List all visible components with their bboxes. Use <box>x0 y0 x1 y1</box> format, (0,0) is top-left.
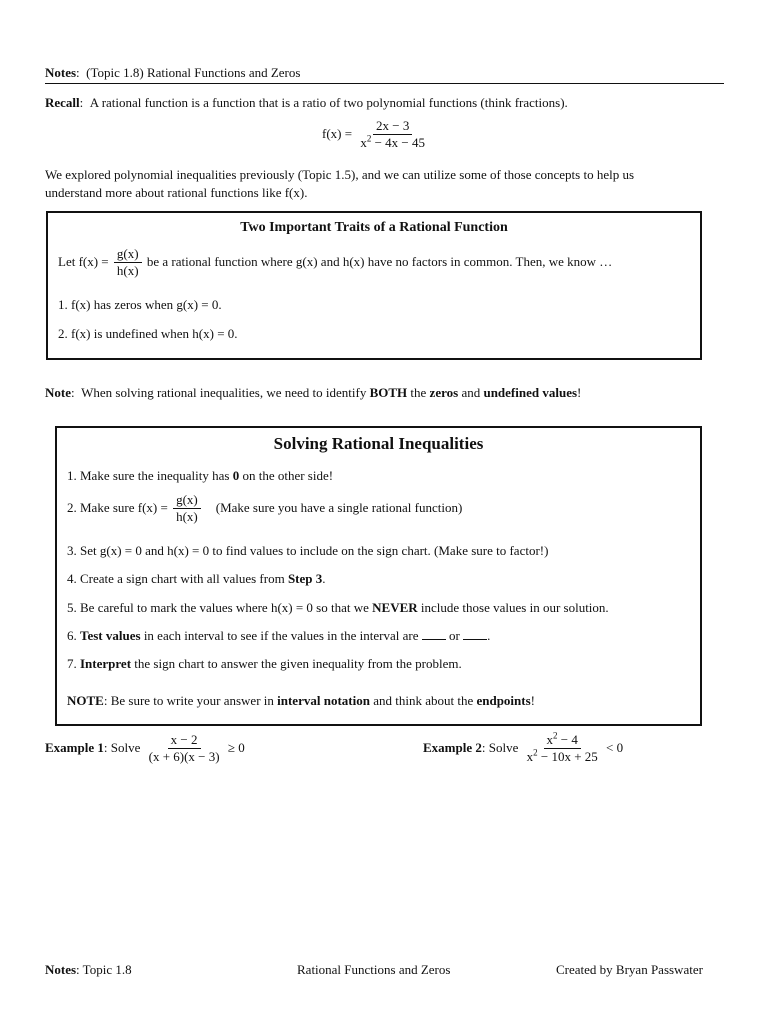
traits-let-suffix: be a rational function where g(x) and h(x) have no factors in common. Then, we know … <box>146 254 613 270</box>
example2-den-rest: − 10x + 25 <box>537 748 598 764</box>
formula-den-exp: 2 <box>366 133 372 144</box>
example1-rhs: ≥ 0 <box>227 740 245 756</box>
step6-text-c: or <box>445 628 464 643</box>
traits-item-2: 2. f(x) is undefined when h(x) = 0. <box>58 326 238 341</box>
formula-lhs: f(x) = <box>322 126 353 142</box>
example2-rhs: < 0 <box>606 740 624 756</box>
step5-text-b: include those values in our solution. <box>417 600 609 615</box>
example1-fraction <box>146 733 223 763</box>
example2-solve: : Solve <box>481 740 519 756</box>
step7-text-b: the sign chart to answer the given inequality from the problem. <box>131 656 462 671</box>
example2-num-rest: − 4 <box>557 732 578 747</box>
step1-bold: 0 <box>232 468 240 483</box>
recall-line: Recall: A rational function is a function that is a ratio of two polynomial functions (think fractions). <box>45 95 568 110</box>
formula-numerator: 2x − 3 <box>373 119 412 135</box>
step4-text-a: 4. Create a sign chart with all values from <box>67 571 288 586</box>
example2-den-base: x <box>526 748 534 764</box>
note-line: Note: When solving rational inequalities, we need to identify BOTH the zeros and undefined values! <box>45 385 582 400</box>
solving-step-3: 3. Set g(x) = 0 and h(x) = 0 to find values to include on the sign chart. (Make sure to factor!) <box>67 543 549 558</box>
solving-step-6 <box>67 628 490 644</box>
solving-box <box>55 426 702 726</box>
example-2 <box>423 730 624 764</box>
solving-title: Solving Rational Inequalities <box>273 434 484 453</box>
header-rule <box>45 83 724 84</box>
example1-den: (x + 6)(x − 3) <box>148 748 220 764</box>
recall-text: A rational function is a function that is a ratio of two polynomial functions (think fractions). <box>89 95 568 110</box>
page-header: Notes: (Topic 1.8) Rational Functions and Zeros <box>45 65 301 80</box>
explored-line-2: understand more about rational functions like f(x). <box>45 185 308 200</box>
traits-let-line <box>58 247 612 277</box>
formula-den-base: x <box>360 134 367 150</box>
example2-den <box>524 749 601 764</box>
traits-item-1: 1. f(x) has zeros when g(x) = 0. <box>58 297 222 312</box>
note-bold-zeros: zeros <box>429 385 459 400</box>
example-1 <box>45 733 245 763</box>
step6-text-a: 6. <box>67 628 80 643</box>
example2-fraction <box>524 730 601 764</box>
footer-left <box>45 962 132 978</box>
formula-fraction <box>357 119 428 149</box>
recall-formula <box>322 119 430 149</box>
step4-text-b: . <box>322 571 326 586</box>
step6-text-b: in each interval to see if the values in the interval are <box>140 628 422 643</box>
solving-step-5 <box>67 600 609 616</box>
step2-num: g(x) <box>173 493 201 509</box>
step6-bold: Test values <box>80 628 141 643</box>
step6-blank-2 <box>463 629 487 640</box>
example2-num <box>544 730 581 749</box>
traits-let-num: g(x) <box>114 247 142 263</box>
note-text-d: ! <box>577 385 582 400</box>
step1-text-b: on the other side! <box>239 468 334 483</box>
formula-denominator <box>357 135 428 150</box>
example2-label: Example 2 <box>423 740 482 756</box>
solving-note-b: and think about the <box>369 693 477 708</box>
note-text-b: the <box>407 385 430 400</box>
footer-right: Created by Bryan Passwater <box>556 962 703 977</box>
footer-center: Rational Functions and Zeros <box>297 962 451 977</box>
example2-num-exp: 2 <box>553 730 558 741</box>
solving-note-c: ! <box>530 693 536 708</box>
step5-bold: NEVER <box>372 600 418 615</box>
footer-left-text: : Topic 1.8 <box>76 962 132 977</box>
note-label: Note <box>45 385 71 400</box>
header-text: (Topic 1.8) Rational Functions and Zeros <box>86 65 301 80</box>
step2-text-b: (Make sure you have a single rational function) <box>215 500 463 516</box>
step7-bold: Interpret <box>80 656 132 671</box>
example1-num: x − 2 <box>168 733 201 749</box>
formula-den-rest: − 4x − 45 <box>371 134 425 150</box>
traits-title: Two Important Traits of a Rational Function <box>240 220 508 235</box>
note-text-a: When solving rational inequalities, we need to identify <box>81 385 370 400</box>
solving-note-a: : Be sure to write your answer in <box>103 693 278 708</box>
solving-step-1 <box>67 468 333 484</box>
example2-num-base: x <box>546 732 554 747</box>
step5-text-a: 5. Be careful to mark the values where h(x) = 0 so that we <box>67 600 373 615</box>
step4-bold: Step 3 <box>287 571 323 586</box>
explored-line-1: We explored polynomial inequalities previously (Topic 1.5), and we can utilize some of those concepts to help us <box>45 167 635 182</box>
step2-text-a: 2. Make sure f(x) = <box>67 500 168 516</box>
recall-label: Recall <box>45 95 80 110</box>
step2-den: h(x) <box>176 508 198 524</box>
solving-note-label: NOTE <box>67 693 104 708</box>
step2-fraction <box>173 493 201 523</box>
step6-text-d: . <box>487 628 491 643</box>
example1-solve: : Solve <box>103 740 141 756</box>
note-text-c: and <box>458 385 484 400</box>
traits-let-den: h(x) <box>116 262 139 278</box>
note-bold-undefined: undefined values <box>483 385 578 400</box>
example2-den-exp: 2 <box>533 747 538 758</box>
solving-note <box>67 693 535 709</box>
header-label: Notes <box>45 65 77 80</box>
traits-box <box>46 211 702 360</box>
traits-let-prefix: Let f(x) = <box>58 254 109 270</box>
solving-step-7 <box>67 656 462 672</box>
step7-text-a: 7. <box>67 656 80 671</box>
traits-let-fraction <box>114 247 142 277</box>
footer-left-label: Notes <box>45 962 77 977</box>
solving-step-2 <box>67 493 462 523</box>
step1-text-a: 1. Make sure the inequality has <box>67 468 233 483</box>
note-bold-both: BOTH <box>369 385 408 400</box>
solving-note-bold-endpoints: endpoints <box>476 693 531 708</box>
solving-note-bold-interval: interval notation <box>277 693 370 708</box>
solving-step-4 <box>67 571 326 587</box>
example1-label: Example 1 <box>45 740 104 756</box>
step6-blank-1 <box>422 629 446 640</box>
